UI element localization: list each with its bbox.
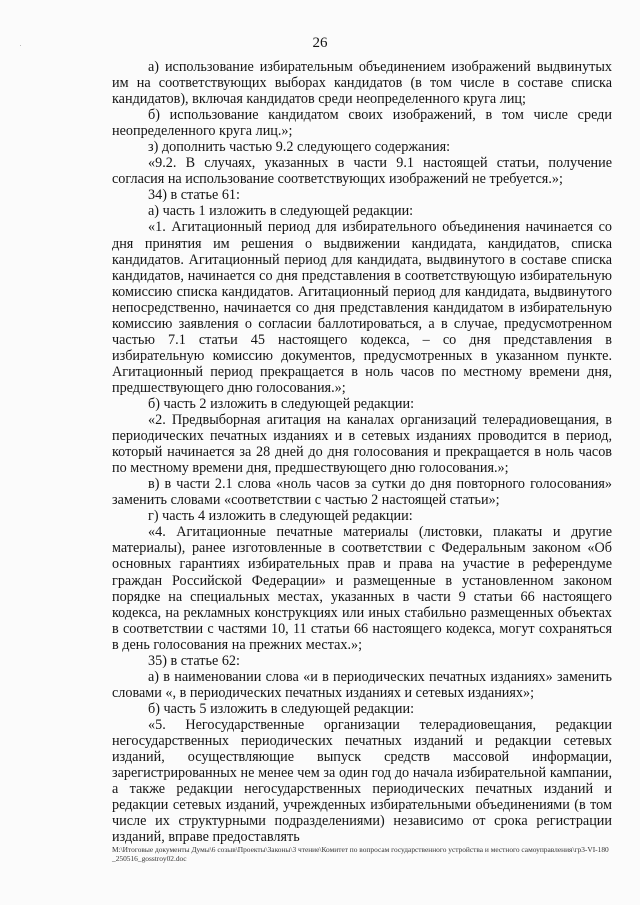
paragraph: «1. Агитационный период для избирательного объединения начинается со дня принятия им решения о выдвижении кандидата, кандидатов, списка кандидатов. Агитационный период для кандидата, выдвинутого в составе списка кандидатов, начинается со дня представления в соответствующую избирательную комиссию списка кандидатов. Агитационный период для кандидата, выдвинутого непосредственно, начинается со дня представления кандидатом в избирательную комиссию заявления о согласии баллотироваться, а в случае, предусмотренном частью 7.1 статьи 45 настоящего кодекса, – со дня представления в избирательную комиссию документов, предусмотренных в указанном пункте. Агитационный период прекращается в ноль часов по местному времени дня, предшествующего дню голосования.»;	[112, 219, 612, 396]
paragraph: б) часть 5 изложить в следующей редакции:	[148, 700, 415, 717]
paragraph: «4. Агитационные печатные материалы (листовки, плакаты и другие материалы), ранее изготовленные в соответствии с Федеральным законом «Об основных гарантиях избирательных прав и права на участие в референдуме граждан Российской Федерации» и размещенные в установленном законом порядке на специальных местах, указанных в части 9 статьи 66 настоящего кодекса, на рекламных конструкциях или иных стабильно размещенных объектах в соответствии с частями 10, 11 статьи 66 настоящего кодекса, могут сохраняться в день голосования на прежних местах.»;	[112, 524, 612, 653]
paragraph: а) часть 1 изложить в следующей редакции:	[148, 203, 414, 220]
paragraph: б) часть 2 изложить в следующей редакции:	[148, 395, 415, 412]
paragraph: а) использование избирательным объединением изображений выдвинутых им на соответствующих выборах кандидатов (в том числе в составе списка кандидатов), включая кандидатов среди неопределенного круга лиц;	[112, 59, 612, 108]
paragraph: «9.2. В случаях, указанных в части 9.1 настоящей статьи, получение согласия на использование соответствующих изображений не требуется.»;	[112, 155, 612, 188]
paragraph: 34) в статье 61:	[148, 187, 240, 204]
paragraph: в) в части 2.1 слова «ноль часов за сутки до дня повторного голосования» заменить словами «соответствии с частью 2 настоящей статьи»;	[112, 476, 612, 509]
paragraph: з) дополнить частью 9.2 следующего содержания:	[148, 139, 451, 156]
paragraph: «5. Негосударственные организации телерадиовещания, редакции негосударственных периодических печатных изданий и редакции сетевых изданий, осуществляющие выпуск средств массовой информации, зарегистрированных не менее чем за один год до начала избирательной кампании, а также редакции негосударственных периодических печатных изданий и редакции сетевых изданий, учрежденных избирательными объединениями (в том числе их структурными подразделениями) независимо от срока регистрации изданий, вправе предоставлять	[112, 716, 612, 846]
paragraph: г) часть 4 изложить в следующей редакции:	[148, 508, 413, 525]
paragraph: а) в наименовании слова «и в периодических печатных изданиях» заменить словами «, в периодических печатных изданиях и сетевых изданиях»;	[112, 668, 612, 701]
paragraph: «2. Предвыборная агитация на каналах организаций телерадиовещания, в периодических печатных изданиях и в сетевых изданиях проводится в период, который начинается за 28 дней до дня голосования и прекращается в ноль часов по местному времени дня, предшествующего дню голосования.»;	[112, 412, 612, 477]
page-number: 26	[312, 35, 328, 51]
document-body	[112, 59, 612, 845]
file-path-footer: М:\Итоговые документы Думы\6 созыв\Проекты\Законы\3 чтение\Комитет по вопросам государственного устройства и местного самоуправления\гр3-VI-180_250516_gosstroy02.doc	[112, 845, 609, 863]
paragraph: 35) в статье 62:	[148, 652, 240, 669]
paragraph: б) использование кандидатом своих изображений, в том числе среди неопределенного круга лиц.»;	[112, 107, 612, 140]
